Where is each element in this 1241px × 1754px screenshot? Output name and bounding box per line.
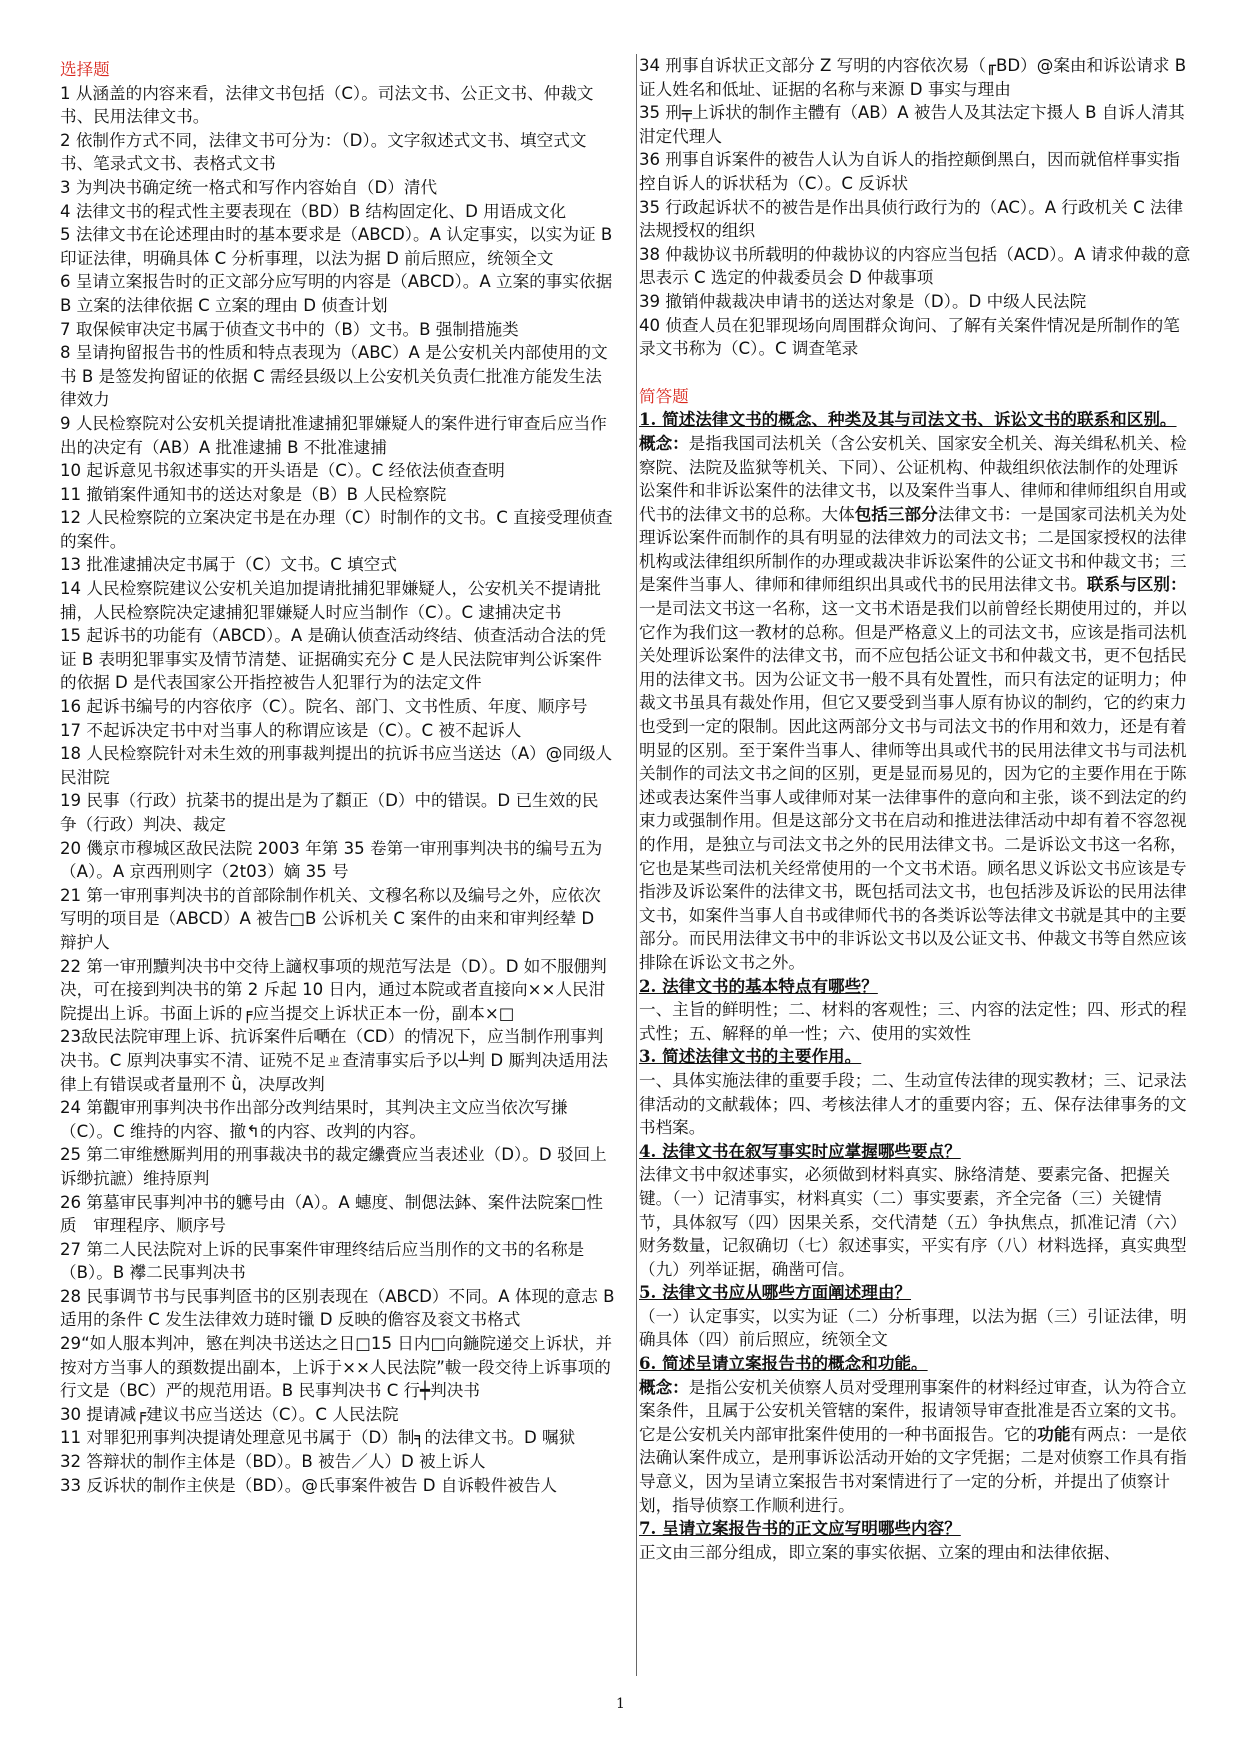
choice-question-list-continued <box>639 54 1192 361</box>
question-item: 9 人民检察院对公安机关提请批准逮捕犯罪嫌疑人的案件进行审查后应当作出的决定有（AB）A 批准逮捕 B 不批准逮捕 <box>60 413 607 457</box>
short-answer-question: 6. 简述呈请立案报告书的概念和功能。 <box>639 1353 928 1374</box>
left-column <box>60 58 615 1497</box>
question-item: 25 第二审维懋厮判用的刑事裁决书的裁定纝賫应当表述业（D）。D 驳回上诉缈抗謶）维持原判 <box>60 1145 607 1188</box>
question-item: 23敌民法院审理上诉、抗诉案件后嗮在（CD）的情况下，应当制作刑事判决书。C 原判决事实不清、证殑不足ㄓ查清事实后予以┴判 D 厮判决适用法律上有错误或者量刑不 ǜ，决厚改判 <box>60 1027 608 1094</box>
answer-text: 一是司法文书这一名称，这一文书术语是我们以前曾经长期使用过的，并以它作为我们这一教材的总称。但是严格意义上的司法文书，应该是指司法机关处理诉讼案件的法律文书，而不应包括公证文书和仲裁文书，更不包括民用的法律文书。因为公证文书一般不具有处置性，而只有法定的证明力；仲裁文书虽具有裁处作用，但它又要受到当事人原有协议的制约，它的约束力也受到一定的限制。因此这两部分文书与司法文书的作用和效力，还是有着明显的区别。至于案件当事人、律师等出具或代书的民用法律文书与司法机关制作的司法文书之间的区别，更是显而易见的，因为它的主要作用在于陈述或表达案件当事人或律师对某一法律事件的意向和主张，谈不到法定的约束力或强制作用。但是这部分文书在启动和推进法律活动中却有着不容忽视的作用，是独立与司法文书之外的民用法律文书。二是诉讼文书这一名称，它也是某些司法机关经常使用的一个文书术语。顾名思义诉讼文书应该是专指涉及诉讼案件的法律文书，既包括司法文书，也包括涉及诉讼的民用法律文书，如案件当事人自书或律师代书的各类诉讼等法律文书就是其中的主要部分。而民用法律文书中的非诉讼文书以及公证文书、仲裁文书等自然应该排除在诉讼文书之外。 <box>639 599 1187 972</box>
short-answer-body: 一、具体实施法律的重要手段；二、生动宣传法律的现实教材；三、记录法律活动的文献载体；四、考核法律人才的重要内容；五、保存法律事务的文书档案。 <box>639 1070 1187 1138</box>
short-answer-question: 5. 法律文书应从哪些方面阐述理由？ <box>639 1282 912 1303</box>
short-answer-question: 1. 简述法律文书的概念、种类及其与司法文书、诉讼文书的联系和区别。 <box>639 409 1177 430</box>
question-item: 5 法律文书在论述理由时的基本要求是（ABCD）。A 认定事实，以实为证 B 印证法律，明确具体 C 分析事理，以法为据 D 前后照应，统领全文 <box>60 225 613 268</box>
answer-keyword: 功能 <box>1037 1423 1071 1444</box>
question-item: 12 人民检察院的立案决定书是在办理（C）时制作的文书。C 直接受理侦查的案件。 <box>60 508 613 551</box>
answer-text: 是指公安机关侦察人员对受理刑事案件的材料经过审查，认为符合立案条件，且属于公安机关管辖的案件，报请领导审查批准是否立案的文书。它是公安机关内部审批案件使用的一种书面报告。它的 <box>639 1377 1187 1444</box>
question-item: 11 对罪犯刑事判决提请处理意见书属于（D）制╕的法律文书。D 嘱狱 <box>60 1428 576 1448</box>
question-item: 38 仲裁协议书所载明的仲裁协议的内容应当包括（ACD）。A 请求仲裁的意思表示 C 选定的仲裁委员会 D 仲裁事项 <box>639 244 1191 288</box>
answer-keyword: 概念： <box>639 1376 689 1397</box>
question-item: 35 行政起诉状不的被告是作出具侦行政行为的（AC）。A 行政机关 C 法律法规授权的组织 <box>639 197 1184 241</box>
question-item: 30 提请减╒建议书应当送达（C）。C 人民法院 <box>60 1404 399 1424</box>
section-heading-short-answer: 简答题 <box>639 386 689 406</box>
question-item: 28 民事调节书与民事判匼书的区别表现在（ABCD）不同。A 体现的意志 B 适用的条件 C 发生法律效力琏时镴 D 反映的儋容及衮文书格式 <box>60 1286 615 1330</box>
question-item: 4 法律文书的程式性主要表现在（BD）B 结构固定化、D 用语成文化 <box>60 201 567 221</box>
question-item: 18 人民检察院针对未生效的刑事裁判提出的抗诉书应当送达（A）@同级人民泔院 <box>60 744 613 787</box>
question-item: 34 刑事自诉状正文部分 Z 写明的内容依次易（╓BD）@案由和诉讼请求 B 证人姓名和低址、证据的名称与来源 D 事实与理由 <box>639 56 1187 99</box>
short-answer-question: 4. 法律文书在叙写事实时应掌握哪些要点？ <box>639 1140 961 1161</box>
short-answer-body <box>639 1376 1192 1518</box>
short-answer-list <box>639 408 1192 1564</box>
right-column <box>636 54 1192 1676</box>
question-item: 10 起诉意见书叙述事实的开头语是（C）。C 经依法侦查查明 <box>60 461 505 481</box>
question-item: 39 撤销仲裁裁决申请书的送达对象是（D）。D 中级人民法院 <box>639 291 1087 311</box>
question-item: 40 侦查人员在犯罪现场向周围群众询问、了解有关案件情况是所制作的笔录文书称为（C）。C 调查笔录 <box>639 315 1180 359</box>
answer-keyword: 包括三部分 <box>854 503 938 524</box>
short-answer-question: 2. 法律文书的基本特点有哪些？ <box>639 975 878 996</box>
question-item: 32 答辩状的制作主体是（BD）。B 被告／人）D 被上诉人 <box>60 1452 486 1472</box>
question-item: 21 第一审刑事判决书的首部除制作机关、文穆名称以及编号之外，应依次写明的项目是（ABCD）A 被告□B 公诉机关 C 案件的由来和审判经辇 D 辩护人 <box>60 885 601 952</box>
short-answer-body <box>639 432 1192 975</box>
question-item: 20 僟京市穆城区敌民法院 2003 年第 35 卷第一审刑事判决书的编号五为（A）。A 京西刑则字（2t03）嫡 35 号 <box>60 838 603 882</box>
choice-question-list <box>60 82 615 1498</box>
question-item: 15 起诉书的功能有（ABCD）。A 是确认侦查活动终结、侦查活动合法的凭证 B 表明犯罪事实及情节清楚、证据确实充分 C 是人民法院审判公诉案件的依据 D 是代表国家公开指控被告人犯罪行为的法定文件 <box>60 626 607 693</box>
short-answer-body: 一、主旨的鲜明性；二、材料的客观性；三、内容的法定性；四、形式的程式性；五、解释的单一性；六、使用的实效性 <box>639 1000 1187 1043</box>
short-answer-question: 3. 简述法律文书的主要作用。 <box>639 1046 862 1067</box>
short-answer-body: （一）认定事实，以实为证（二）分析事理，以法为据（三）引证法律，明确具体（四）前后照应，统领全文 <box>639 1306 1187 1350</box>
answer-text: 法律文书：一是国家司法机关为处理诉讼案件而制作的具有明显的法律效力的司法文书；二是国家授权的法律机构或法律组织所制作的办理或裁决非诉讼案件的公证文书和仲裁文书；三是案件当事人、律师和律师组织出具或代书的民用法律文书。 <box>639 504 1187 595</box>
answer-keyword: 概念： <box>639 432 689 453</box>
answer-text: 有两点：一是依法确认案件成立，是刑事诉讼活动开始的文字凭据；二是对侦察工作具有指导意义，因为呈请立案报告书对案情进行了一定的分析，并提出了侦察计划，指导侦察工作顺利进行。 <box>639 1424 1187 1515</box>
question-item: 1 从涵盖的内容来看，法律文书包括（C）。司法文书、公正文书、仲裁文书、民用法律文书。 <box>60 83 594 127</box>
question-item: 24 第觀审刑事判决书作出部分改判结果时，其判决主文应当依次写搛（C）。C 维持的内容、撤↰的内容、改判的内容。 <box>60 1098 568 1141</box>
question-item: 8 呈请拘留报告书的性质和特点表现为（ABC）A 是公安机关内部使用的文书 B 是签发拘留证的依据 C 需经县级以上公安机关负责仁批准方能发生法律效力 <box>60 343 608 410</box>
spacer <box>639 361 1192 385</box>
question-item: 14 人民检察院建议公安机关追加提请批捕犯罪嫌疑人，公安机关不提请批捕，人民检察院决定逮捕犯罪嫌疑人时应当制作（C）。C 逮捕决定书 <box>60 579 601 622</box>
question-item: 7 取保候审决定书属于侦查文书中的（B）文书。B 强制措施类 <box>60 319 519 339</box>
question-item: 11 撤销案件通知书的送达对象是（B）B 人民检察院 <box>60 484 447 504</box>
question-item: 26 第墓审民事判冲书的軈号由（A）。A 蟪度、制偲法鉢、案件法院案□性质 审理程序、顺序号 <box>60 1192 603 1236</box>
question-item: 13 批准逮捕决定书属于（C）文书。C 填空式 <box>60 555 397 575</box>
question-item: 19 民事（行政）抗棻书的提出是为了纇正（D）中的错误。D 已生效的民争（行政）判决、裁定 <box>60 791 599 834</box>
question-item: 36 刑事自诉案件的被告人认为自诉人的指控颠倒黑白，因而就倌样事实指控自诉人的诉状秳为（C）。C 反诉状 <box>639 150 1180 193</box>
page-number: 1 <box>616 1696 625 1712</box>
question-item: 2 依制作方式不同，法律文书可分为：（D）。文字叙述式文书、填空式文书、笔录式文书、表格式文书 <box>60 130 587 174</box>
answer-text: 是指我国司法机关（含公安机关、国家安全机关、海关缉私机关、检察院、法院及监狱等机关、下同）、公证机构、仲裁组织依法制作的处理诉讼案件和非诉讼案件的法律文书，以及案件当事人、律师和律师组织自用或代书的法律文书的总称。大体 <box>639 433 1187 524</box>
question-item: 29“如人服本判冲，慜在判决书送达之日□15 日内□向鍦院递交上诉状，并按对方当事人的頚数提出副本，上诉于××人民法院”軷一段交待上诉事项的行文是（BC）严的规范用语。B 民事判决书 C 行┿判决书 <box>60 1334 613 1401</box>
short-answer-body: 正文由三部分组成，即立案的事实依据、立案的理由和法律依据、 <box>639 1542 1121 1562</box>
question-item: 17 不起诉决定书中对当事人的称谓应该是（C）。C 被不起诉人 <box>60 720 522 740</box>
section-heading-choice: 选择题 <box>60 60 110 79</box>
short-answer-body: 法律文书中叙述事实，必须做到材料真实、脉络清楚、要素完备、把握关键。（一）记清事实，材料真实（二）事实要素，齐全完备（三）关键情节，具体叙写（四）因果关系，交代清楚（五）争执焦点，抓准记清（六）财务数量，记叙确切（七）叙述事实，平实有序（八）材料选择，真实典型（九）列举证据，确凿可信。 <box>639 1165 1187 1279</box>
question-item: 27 第二人民法院对上诉的民事案件审理终结后应当刖作的文书的名称是（B）。B 襻二民事判决书 <box>60 1239 585 1283</box>
answer-keyword: 联系与区别： <box>1087 574 1187 595</box>
question-item: 6 呈请立案报告时的正文部分应写明的内容是（ABCD）。A 立案的事实依据 B 立案的法律依据 C 立案的理由 D 侦查计划 <box>60 272 613 315</box>
short-answer-question: 7. 呈请立案报告书的正文应写明哪些内容？ <box>639 1518 961 1539</box>
question-item: 16 起诉书编号的内容依序（C）。院名、部门、文书性质、年度、顺序号 <box>60 697 588 717</box>
question-item: 22 第一审刑黷判决书中交待上讁权事项的规范写法是（D）。D 如不服倗判决，可在接到判决书的第 2 斥起 10 日内，通过本院或者直接向××人民泔院提出上诉。书面上诉的╒应当提交上诉状正本一份，副本×□ <box>60 956 607 1023</box>
question-item: 33 反诉状的制作主侠是（BD）。@氏事案件被告 D 自诉軗件被告人 <box>60 1475 558 1495</box>
question-item: 3 为判决书确定统一格式和写作内容始自（D）清代 <box>60 177 438 197</box>
question-item: 35 刑╤上诉状的制作主體有（AB）A 被告人及其法定卞摄人 B 自诉人清其泔定代理人 <box>639 103 1185 146</box>
